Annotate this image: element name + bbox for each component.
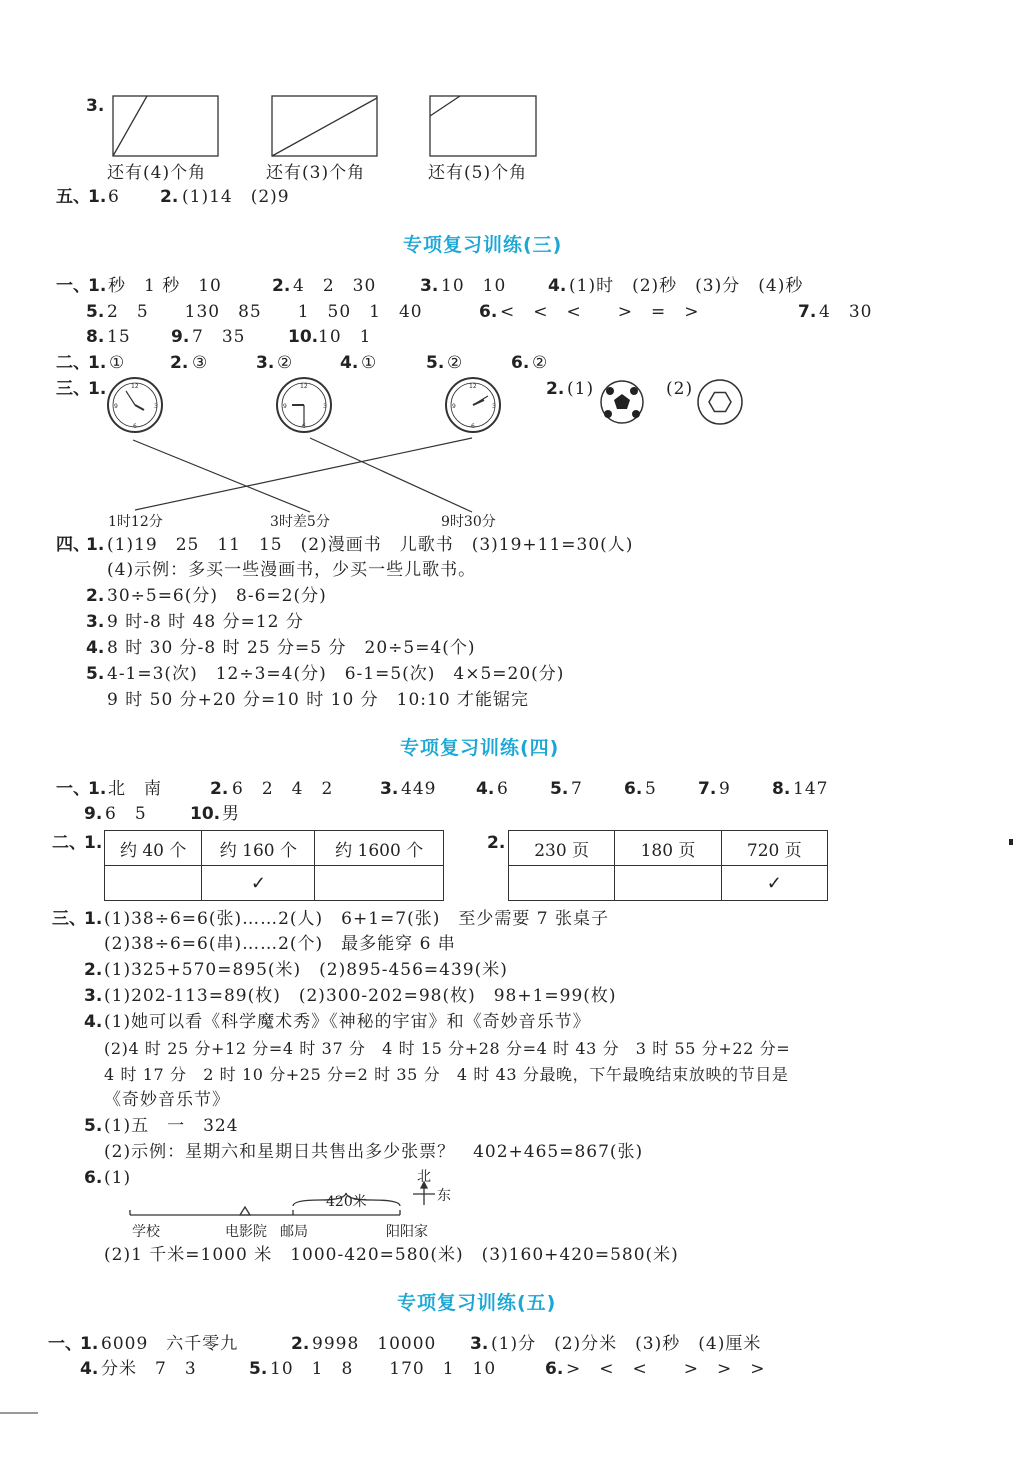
s4-yi-label: 一、 <box>56 779 90 799</box>
s4-san-q5-line2: (2)示例：星期六和星期日共售出多少张票？ 402+465=867(张) <box>104 1142 644 1162</box>
s4-yi-q1-answer: 北 南 <box>108 779 162 799</box>
s4-yi-q3-answer: 449 <box>401 779 437 799</box>
cut-rectangle-1 <box>113 96 218 156</box>
s3-er-q4-num: 4. <box>340 353 359 373</box>
s3-san-q2-num: 2. <box>546 379 565 399</box>
s3-yi-q1-num: 1. <box>88 276 107 296</box>
svg-text:3: 3 <box>323 403 327 410</box>
matching-lines <box>133 438 472 512</box>
s4-yi-q10-num: 10. <box>190 804 221 824</box>
s3-yi-q5-num: 5. <box>86 302 105 322</box>
s3-er-q6-num: 6. <box>511 353 530 373</box>
s4-yi-q5-num: 5. <box>550 779 569 799</box>
s4-yi-q9-answer: 6 5 <box>105 804 147 824</box>
table2-header-1: 230 页 <box>509 831 615 866</box>
map-place-post-office: 邮局 <box>280 1224 308 1240</box>
s5-yi-q2-answer: 9998 10000 <box>312 1334 437 1354</box>
svg-text:9: 9 <box>283 403 287 410</box>
estimate-table-1 <box>104 830 444 901</box>
s3-yi-q6-num: 6. <box>479 302 498 322</box>
s4-san-q2-num: 2. <box>84 960 103 980</box>
compass-north-label: 北 <box>417 1169 431 1185</box>
s3-yi-q9-num: 9. <box>171 327 190 347</box>
s3-si-q3-answer: 9 时-8 时 48 分=12 分 <box>107 612 304 632</box>
s3-si-label: 四、 <box>56 535 90 555</box>
svg-text:12: 12 <box>469 383 477 390</box>
s4-yi-q4-answer: 6 <box>497 779 509 799</box>
s3-yi-q4-num: 4. <box>548 276 567 296</box>
s4-er-q2-num: 2. <box>487 833 506 853</box>
s4-yi-q4-num: 4. <box>476 779 495 799</box>
map-place-cinema: 电影院 <box>225 1224 267 1240</box>
s5-yi-label: 一、 <box>48 1334 82 1354</box>
s5-yi-q5-num: 5. <box>249 1359 268 1379</box>
table1-check: ✓ <box>202 866 315 901</box>
wu-q2-answer: (1)14 (2)9 <box>182 187 290 207</box>
svg-text:9: 9 <box>114 403 118 410</box>
cut-rectangle-2 <box>272 96 377 156</box>
s3-si-q1-num: 1. <box>86 535 105 555</box>
s3-yi-q2-num: 2. <box>272 276 291 296</box>
table2-cell-1 <box>509 866 615 901</box>
svg-text:12: 12 <box>131 383 139 390</box>
s3-yi-q6-answer: < < < > = > <box>500 302 700 322</box>
s4-san-q4-line2: (2)4 时 25 分+12 分=4 时 37 分 4 时 15 分+28 分=4 时 43 分 3 时 55 分+22 分= <box>104 1039 791 1058</box>
angle-caption-1: 还有(4)个角 <box>107 163 207 183</box>
angle-caption-2: 还有(3)个角 <box>266 163 366 183</box>
s3-yi-q9-answer: 7 35 <box>192 327 246 347</box>
s4-yi-q2-num: 2. <box>210 779 229 799</box>
s3-er-q6-answer: ② <box>532 353 549 373</box>
football-icon <box>601 381 643 423</box>
s5-yi-q1-num: 1. <box>80 1334 99 1354</box>
s3-si-q5-line1: 4-1=3(次) 12÷3=4(分) 6-1=5(次) 4×5=20(分) <box>107 664 565 684</box>
svg-text:3: 3 <box>154 403 158 410</box>
svg-text:3: 3 <box>492 403 496 410</box>
s3-er-q5-answer: ② <box>447 353 464 373</box>
wu-q2-num: 2. <box>160 187 179 207</box>
s3-si-q4-num: 4. <box>86 638 105 658</box>
s3-san-q2-part1: (1) <box>567 379 595 399</box>
s3-yi-q7-answer: 4 30 <box>819 302 873 322</box>
compass-east-label: 东 <box>437 1188 451 1204</box>
s4-yi-q5-answer: 7 <box>571 779 583 799</box>
s4-yi-q9-num: 9. <box>84 804 103 824</box>
s4-yi-q8-answer: 147 <box>793 779 829 799</box>
s3-yi-q8-answer: 15 <box>107 327 131 347</box>
svg-text:6: 6 <box>471 423 475 430</box>
s3-yi-q1-answer: 秒 1 秒 10 <box>108 276 222 296</box>
svg-text:9: 9 <box>452 403 456 410</box>
s3-san-label: 三、 <box>56 379 90 399</box>
s3-si-q5-num: 5. <box>86 664 105 684</box>
wu-q1-num: 1. <box>88 187 107 207</box>
s4-san-q4-num: 4. <box>84 1012 103 1032</box>
angle-caption-3: 还有(5)个角 <box>428 163 528 183</box>
s3-yi-q2-answer: 4 2 30 <box>293 276 377 296</box>
s4-yi-q7-answer: 9 <box>719 779 731 799</box>
s3-yi-label: 一、 <box>56 276 90 296</box>
s5-yi-q2-num: 2. <box>291 1334 310 1354</box>
s4-san-q4-line3: 4 时 17 分 2 时 10 分+25 分=2 时 35 分 4 时 43 分最晚，下午最晚结束放映的节目是 <box>104 1065 789 1084</box>
s5-yi-q6-answer: > < < > > > <box>566 1359 766 1379</box>
s4-san-q6-part2: (2)1 千米=1000 米 1000-420=580(米) (3)160+420=580(米) <box>104 1245 679 1265</box>
s3-er-q3-answer: ② <box>277 353 294 373</box>
section-title-5: 专项复习训练(五) <box>397 1292 557 1314</box>
table2-header-2: 180 页 <box>615 831 721 866</box>
s4-yi-q7-num: 7. <box>698 779 717 799</box>
table2-header-3: 720 页 <box>721 831 827 866</box>
s4-san-q3-answer: (1)202-113=89(枚) (2)300-202=98(枚) 98+1=99(枚) <box>104 986 617 1006</box>
wu-q1-answer: 6 <box>108 187 120 207</box>
map-distance-label: 420米 <box>326 1194 367 1210</box>
time-label-1: 1时12分 <box>108 514 163 530</box>
s3-san-q2-part2: (2) <box>666 379 694 399</box>
s3-si-q3-num: 3. <box>86 612 105 632</box>
s3-si-q1-line2: (4)示例：多买一些漫画书，少买一些儿歌书。 <box>107 560 477 580</box>
s4-san-q4-line4: 《奇妙音乐节》 <box>104 1090 230 1110</box>
s5-yi-q6-num: 6. <box>545 1359 564 1379</box>
s3-si-q2-answer: 30÷5=6(分) 8-6=2(分) <box>107 586 327 606</box>
s3-si-q2-num: 2. <box>86 586 105 606</box>
s3-er-q3-num: 3. <box>256 353 275 373</box>
q3-number: 3. <box>86 96 105 116</box>
s4-san-q5-num: 5. <box>84 1116 103 1136</box>
hexagon-nut-icon <box>698 380 742 424</box>
s3-yi-q10-answer: 10 1 <box>318 327 372 347</box>
s3-er-q5-num: 5. <box>426 353 445 373</box>
svg-text:12: 12 <box>300 383 308 390</box>
s3-si-q5-line2: 9 时 50 分+20 分=10 时 10 分 10:10 才能锯完 <box>107 690 530 710</box>
s3-er-q2-num: 2. <box>170 353 189 373</box>
s4-san-q6-num: 6. <box>84 1168 103 1188</box>
clock-numerals <box>114 383 496 430</box>
s4-san-q2-answer: (1)325+570=895(米) (2)895-456=439(米) <box>104 960 508 980</box>
s5-yi-q1-answer: 6009 六千零九 <box>101 1334 239 1354</box>
s4-san-q5-line1: (1)五 一 324 <box>104 1116 239 1136</box>
s5-yi-q5-answer: 10 1 8 170 1 10 <box>270 1359 497 1379</box>
s4-yi-q6-num: 6. <box>624 779 643 799</box>
estimate-table-2 <box>508 830 828 901</box>
section-title-3: 专项复习训练(三) <box>403 234 563 256</box>
table2-cell-2 <box>615 866 721 901</box>
s4-san-q1-num: 1. <box>84 909 103 929</box>
s5-yi-q4-num: 4. <box>80 1359 99 1379</box>
table2-check: ✓ <box>721 866 827 901</box>
s3-yi-q10-num: 10. <box>288 327 319 347</box>
s4-yi-q6-answer: 5 <box>645 779 657 799</box>
table1-header-1: 约 40 个 <box>105 831 202 866</box>
s4-san-q6-part1: (1) <box>104 1168 132 1188</box>
s5-yi-q4-answer: 分米 7 3 <box>101 1359 197 1379</box>
table1-cell-3 <box>315 866 444 901</box>
s4-san-label: 三、 <box>52 909 86 929</box>
s4-san-q3-num: 3. <box>84 986 103 1006</box>
s5-yi-q3-num: 3. <box>470 1334 489 1354</box>
time-label-3: 9时30分 <box>441 514 496 530</box>
svg-text:6: 6 <box>302 423 306 430</box>
route-map <box>130 1182 435 1215</box>
s3-san-q1-num: 1. <box>88 379 107 399</box>
s4-san-q1-line2: (2)38÷6=6(串)……2(个) 最多能穿 6 串 <box>104 934 456 954</box>
s3-er-q1-answer: ① <box>109 353 126 373</box>
s4-san-q1-line1: (1)38÷6=6(张)……2(人) 6+1=7(张) 至少需要 7 张桌子 <box>104 909 610 929</box>
s3-yi-q8-num: 8. <box>86 327 105 347</box>
s4-er-q1-num: 1. <box>84 833 103 853</box>
s4-yi-q10-answer: 男 <box>222 804 240 824</box>
s4-san-q4-line1: (1)她可以看《科学魔术秀》《神秘的宇宙》和《奇妙音乐节》 <box>104 1012 591 1032</box>
s3-er-q4-answer: ① <box>361 353 378 373</box>
table1-header-2: 约 160 个 <box>202 831 315 866</box>
s4-yi-q2-answer: 6 2 4 2 <box>232 779 334 799</box>
time-label-2: 3时差5分 <box>270 514 330 530</box>
map-place-yangyang-home: 阳阳家 <box>386 1224 428 1240</box>
s3-er-label: 二、 <box>56 353 90 373</box>
s3-yi-q3-num: 3. <box>420 276 439 296</box>
table1-cell-1 <box>105 866 202 901</box>
s4-yi-q8-num: 8. <box>772 779 791 799</box>
table1-header-3: 约 1600 个 <box>315 831 444 866</box>
s3-er-q1-num: 1. <box>88 353 107 373</box>
s3-si-q4-answer: 8 时 30 分-8 时 25 分=5 分 20÷5=4(个) <box>107 638 476 658</box>
section-title-4: 专项复习训练(四) <box>400 737 560 759</box>
wu-label: 五、 <box>56 187 90 207</box>
s5-yi-q3-answer: (1)分 (2)分米 (3)秒 (4)厘米 <box>491 1334 762 1354</box>
s3-yi-q7-num: 7. <box>798 302 817 322</box>
map-place-school: 学校 <box>132 1224 160 1240</box>
s4-yi-q1-num: 1. <box>88 779 107 799</box>
cut-rectangle-3 <box>430 96 536 156</box>
s3-er-q2-answer: ③ <box>192 353 209 373</box>
s3-yi-q4-answer: (1)时 (2)秒 (3)分 (4)秒 <box>569 276 804 296</box>
edge-mark <box>1009 839 1013 845</box>
s3-yi-q5-answer: 2 5 130 85 1 50 1 40 <box>107 302 423 322</box>
s4-er-label: 二、 <box>52 833 86 853</box>
svg-text:6: 6 <box>133 423 137 430</box>
s3-yi-q3-answer: 10 10 <box>441 276 507 296</box>
s3-si-q1-line1: (1)19 25 11 15 (2)漫画书 儿歌书 (3)19+11=30(人) <box>107 535 634 555</box>
s4-yi-q3-num: 3. <box>380 779 399 799</box>
